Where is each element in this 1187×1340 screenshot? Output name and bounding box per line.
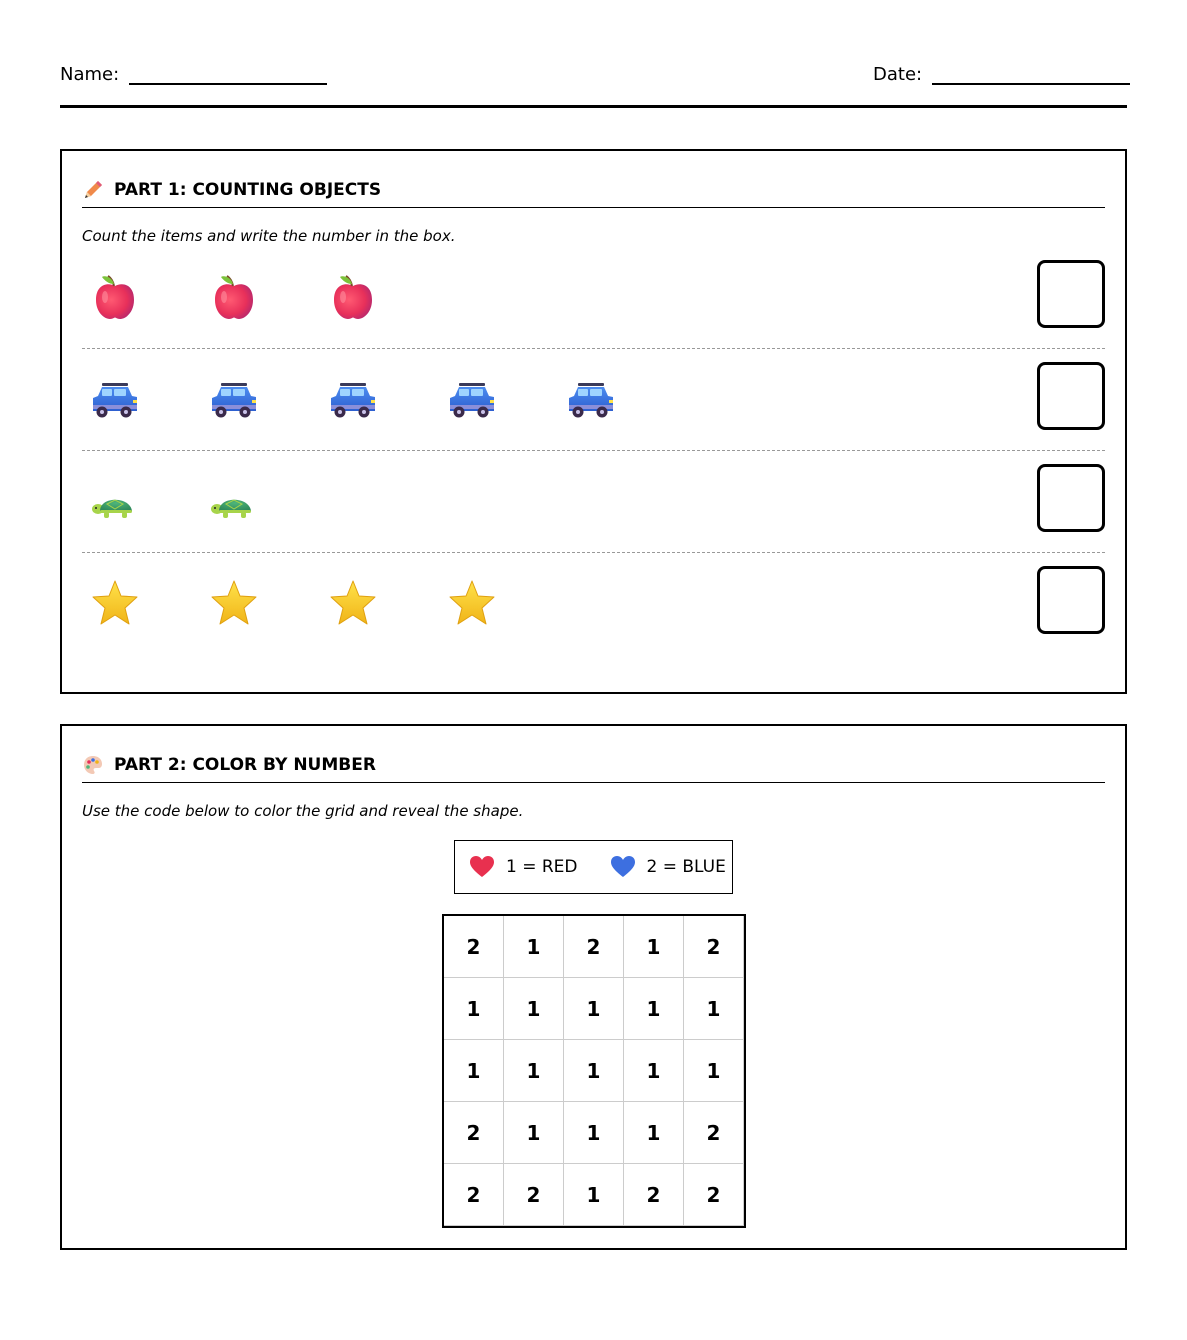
grid-cell[interactable]: 1 <box>684 1040 744 1102</box>
apple-icon <box>328 272 378 322</box>
grid-cell[interactable]: 2 <box>564 916 624 978</box>
apple-icon <box>90 272 140 322</box>
grid-cell[interactable]: 1 <box>684 978 744 1040</box>
grid-cell[interactable]: 1 <box>504 978 564 1040</box>
car-icon <box>209 374 259 424</box>
car-icon <box>447 374 497 424</box>
name-blank[interactable] <box>129 63 327 85</box>
answer-box-cars[interactable] <box>1037 362 1105 430</box>
name-label: Name: <box>60 64 120 85</box>
name-field <box>60 63 327 85</box>
palette-icon <box>82 754 104 776</box>
legend-label-blue: 2 = BLUE <box>646 857 726 877</box>
blue-heart-icon <box>610 854 636 880</box>
grid-cell[interactable]: 1 <box>624 916 684 978</box>
grid-cell[interactable]: 1 <box>624 978 684 1040</box>
grid-cell[interactable]: 1 <box>564 1040 624 1102</box>
part1-title: PART 1: COUNTING OBJECTS <box>114 180 382 200</box>
answer-box-stars[interactable] <box>1037 566 1105 634</box>
color-legend <box>454 840 733 894</box>
star-icon <box>328 578 378 628</box>
red-heart-icon <box>469 854 495 880</box>
date-field <box>873 63 1130 85</box>
part1-heading <box>82 173 1105 208</box>
part2-instruction: Use the code below to color the grid and reveal the shape. <box>82 802 524 820</box>
grid-cell[interactable]: 2 <box>684 1102 744 1164</box>
grid-cell[interactable]: 2 <box>504 1164 564 1226</box>
car-icon <box>90 374 140 424</box>
apple-icon <box>209 272 259 322</box>
part2-title: PART 2: COLOR BY NUMBER <box>114 755 376 775</box>
count-row-turtles <box>82 450 1105 553</box>
grid-cell[interactable]: 2 <box>684 916 744 978</box>
pencil-icon <box>82 179 104 201</box>
grid-cell[interactable]: 1 <box>564 1164 624 1226</box>
part2-heading <box>82 748 1105 783</box>
part1-section <box>60 149 1127 694</box>
part1-instruction: Count the items and write the number in the box. <box>82 227 456 245</box>
worksheet-header <box>60 0 1127 109</box>
grid-cell[interactable]: 2 <box>684 1164 744 1226</box>
star-icon <box>90 578 140 628</box>
grid-cell[interactable]: 1 <box>444 978 504 1040</box>
grid-cell[interactable]: 1 <box>504 1040 564 1102</box>
legend-item-blue <box>610 854 726 880</box>
car-icon <box>566 374 616 424</box>
grid-cell[interactable]: 1 <box>564 978 624 1040</box>
color-by-number-grid <box>442 914 746 1228</box>
header-divider <box>60 105 1127 108</box>
count-row-apples <box>82 246 1105 349</box>
count-row-cars <box>82 348 1105 451</box>
turtle-icon <box>90 476 140 526</box>
legend-label-red: 1 = RED <box>506 857 578 877</box>
legend-item-red <box>469 854 578 880</box>
count-row-stars <box>82 552 1105 654</box>
turtle-icon <box>209 476 259 526</box>
grid-cell[interactable]: 2 <box>624 1164 684 1226</box>
date-label: Date: <box>873 64 923 85</box>
grid-cell[interactable]: 1 <box>504 1102 564 1164</box>
answer-box-turtles[interactable] <box>1037 464 1105 532</box>
grid-cell[interactable]: 2 <box>444 1164 504 1226</box>
grid-cell[interactable]: 2 <box>444 916 504 978</box>
grid-cell[interactable]: 1 <box>564 1102 624 1164</box>
grid-cell[interactable]: 2 <box>444 1102 504 1164</box>
grid-cell[interactable]: 1 <box>624 1102 684 1164</box>
answer-box-apples[interactable] <box>1037 260 1105 328</box>
date-blank[interactable] <box>932 63 1130 85</box>
grid-cell[interactable]: 1 <box>444 1040 504 1102</box>
grid-cell[interactable]: 1 <box>504 916 564 978</box>
grid-cell[interactable]: 1 <box>624 1040 684 1102</box>
car-icon <box>328 374 378 424</box>
star-icon <box>209 578 259 628</box>
part2-section <box>60 724 1127 1250</box>
star-icon <box>447 578 497 628</box>
